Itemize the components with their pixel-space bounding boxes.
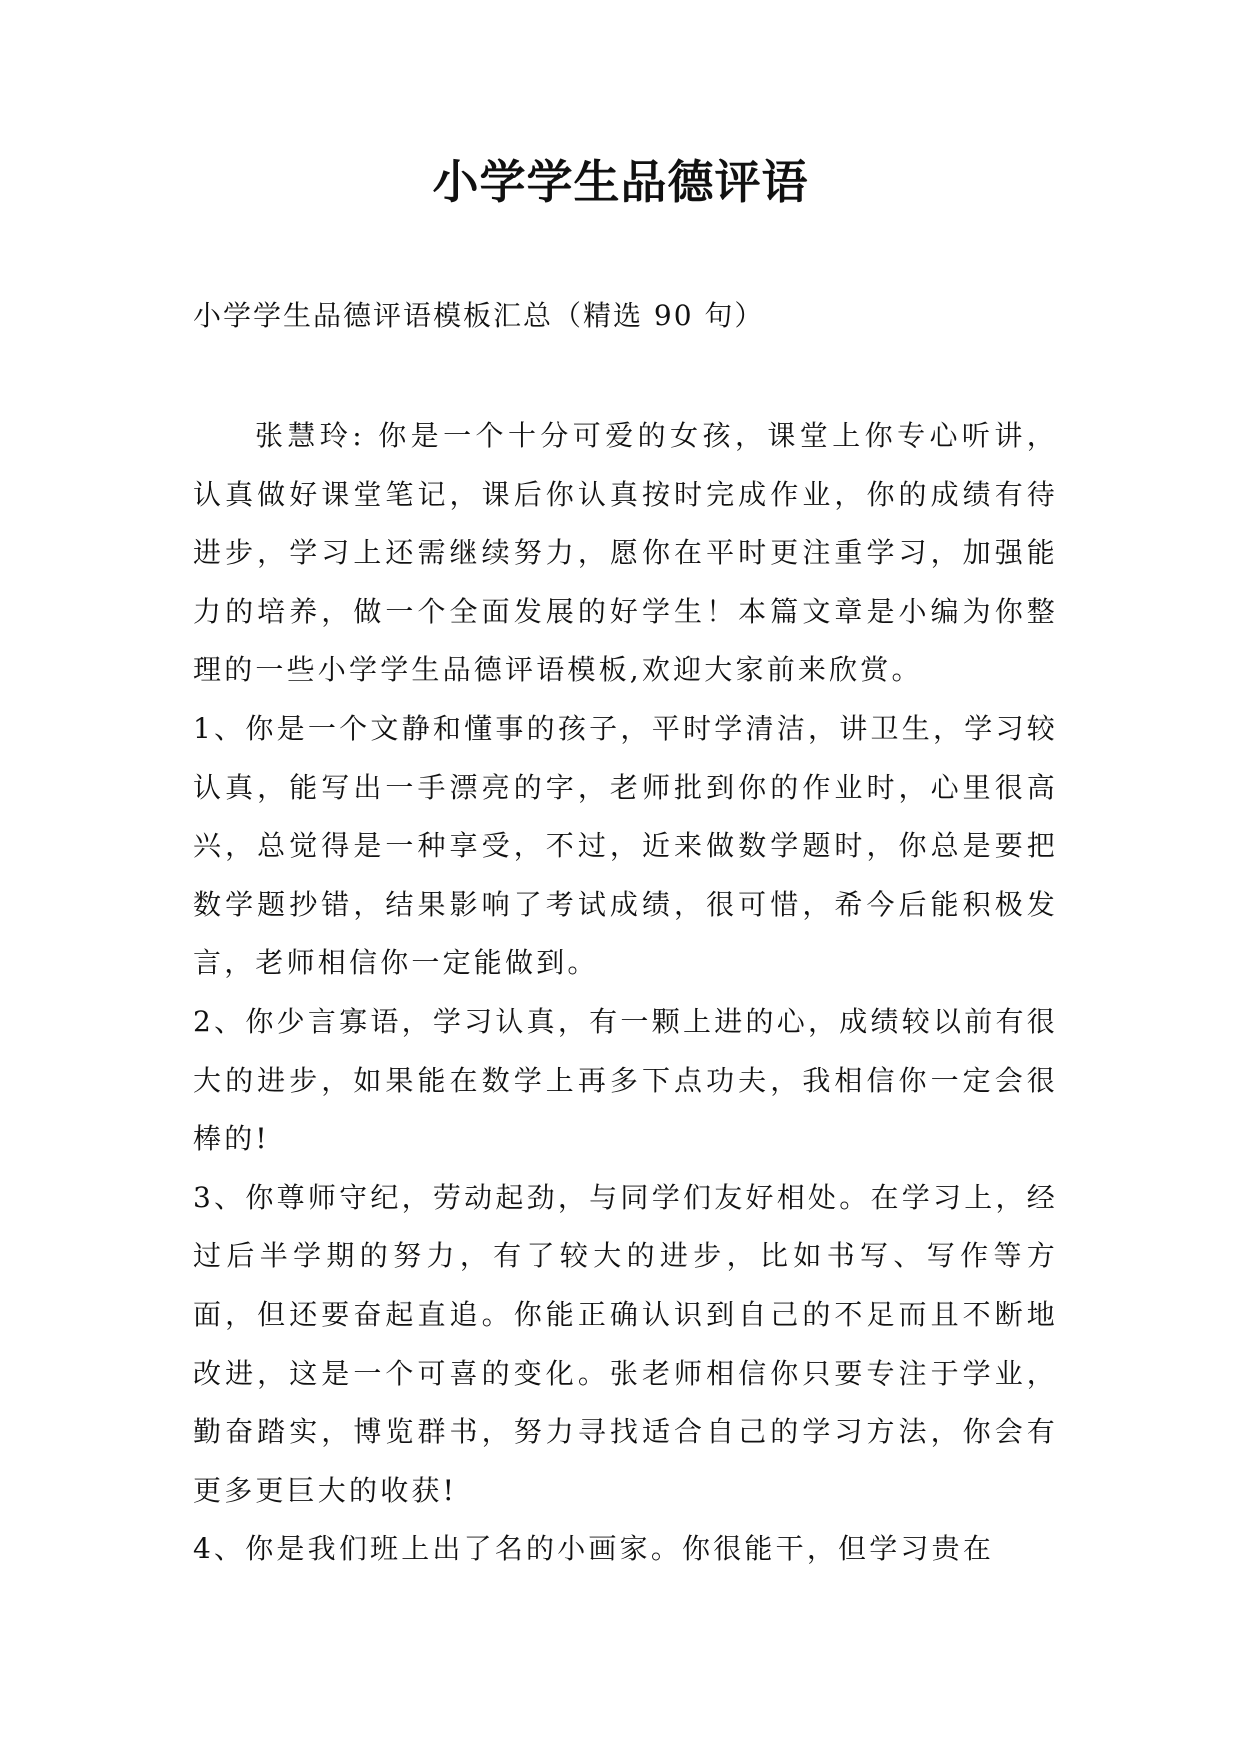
document-title: 小学学生品德评语	[432, 155, 809, 209]
comment-item-3: 3、你尊师守纪，劳动起劲，与同学们友好相处。在学习上，经过后半学期的努力，有了较大的进步，比如书写、写作等方面，但还要奋起直追。你能正确认识到自己的不足而且不断地改进，这是一个可喜的变化。张老师相信你只要专注于学业，勤奋踏实，博览群书，努力寻找适合自己的学习方法，你会有更多更巨大的收获!	[193, 1180, 1058, 1507]
comment-item-4: 4、你是我们班上出了名的小画家。你很能干，但学习贵在	[193, 1532, 995, 1566]
document-subtitle: 小学学生品德评语模板汇总（精选 90 句）	[193, 299, 765, 332]
intro-paragraph: 张慧玲: 你是一个十分可爱的女孩，课堂上你专心听讲，认真做好课堂笔记，课后你认真按时完成作业，你的成绩有待进步，学习上还需继续努力，愿你在平时更注重学习，加强能力的培养，做一个全面发展的好学生！本篇文章是小编为你整理的一些小学学生品德评语模板,欢迎大家前来欣赏。	[193, 419, 1058, 687]
comment-item-2: 2、你少言寡语，学习认真，有一颗上进的心，成绩较以前有很大的进步，如果能在数学上再多下点功夫，我相信你一定会很棒的!	[193, 1004, 1058, 1156]
comment-item-1: 1、你是一个文静和懂事的孩子，平时学清洁，讲卫生，学习较认真，能写出一手漂亮的字，老师批到你的作业时，心里很高兴，总觉得是一种享受，不过，近来做数学题时，你总是要把数学题抄错，结果影响了考试成绩，很可惜，希今后能积极发言，老师相信你一定能做到。	[193, 711, 1058, 980]
document-body	[193, 407, 1058, 1579]
